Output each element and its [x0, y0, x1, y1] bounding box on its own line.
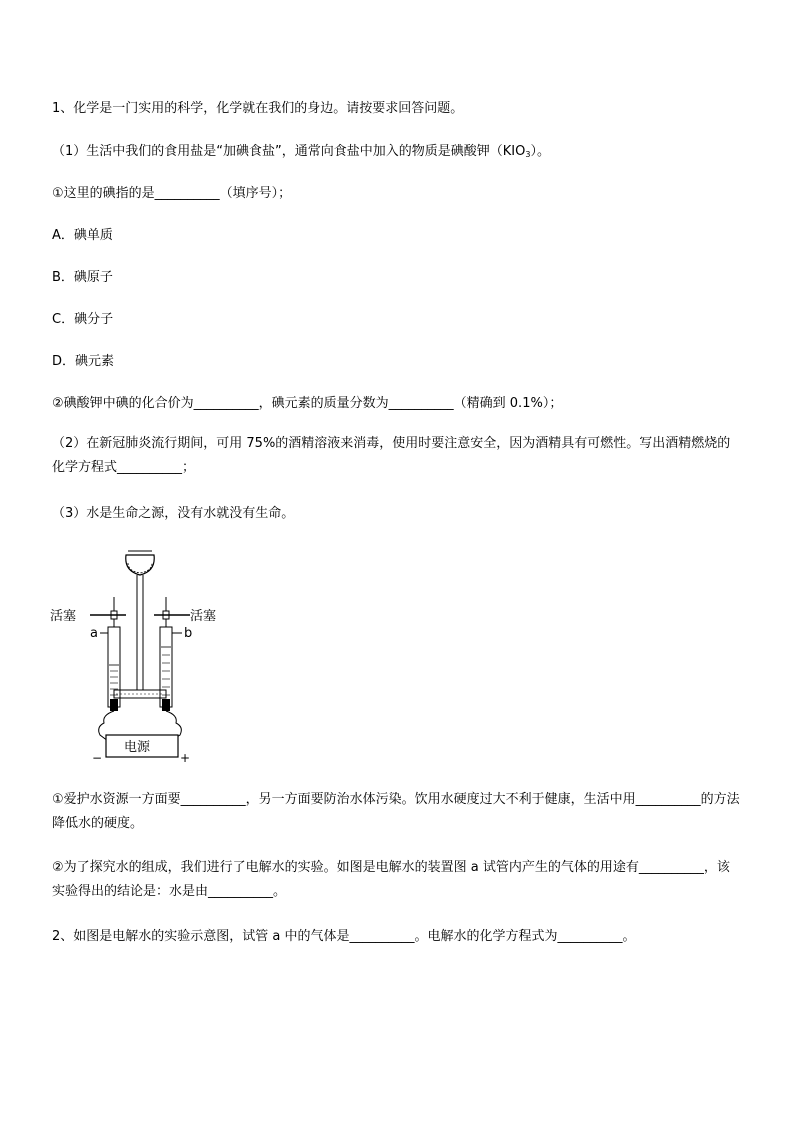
tube-b-label: b [184, 626, 193, 641]
electrode-right [162, 699, 170, 711]
q1-part1-end: ）。 [530, 144, 550, 159]
q1-part2: （2）在新冠肺炎流行期间，可用 75%的酒精溶液来消毒，使用时要注意安全，因为酒精具有可燃性。写出酒精燃烧的化学方程式__________； [52, 436, 731, 475]
q1-sub4: ②为了探究水的组成，我们进行了电解水的实验。如图是电解水的装置图 a 试管内产生的气体的用途有__________，该实验得出的结论是：水是由__________。 [52, 860, 730, 899]
option-c: C．碘分子 [52, 312, 114, 327]
electrode-left [110, 699, 118, 711]
minus-label: − [92, 751, 103, 765]
q1-part1 [52, 143, 550, 164]
q2-text: 2、如图是电解水的实验示意图，试管 a 中的气体是__________。电解水的化学方程式为__________。 [52, 929, 636, 944]
valve-left-label: 活塞 [50, 609, 77, 624]
q1-sub3: ①爱护水资源一方面要__________，另一方面要防治水体污染。饮用水硬度过大不利于健康，生活中用__________的方法降低水的硬度。 [52, 792, 740, 831]
option-b: B．碘原子 [52, 270, 113, 285]
option-a: A．碘单质 [52, 228, 113, 243]
q1-sub2: ②碘酸钾中碘的化合价为__________，碘元素的质量分数为__________（精确到 0.1%）； [52, 396, 563, 411]
electrolysis-diagram [40, 545, 240, 770]
power-label: 电源 [124, 740, 151, 755]
q1-part1-subscript: 3 [525, 150, 531, 159]
option-d: D．碘元素 [52, 354, 115, 369]
q1-part3: （3）水是生命之源，没有水就没有生命。 [52, 506, 295, 521]
q1-sub1: ①这里的碘指的是__________（填序号）； [52, 186, 292, 201]
valve-right-label: 活塞 [190, 609, 217, 624]
tube-a-label: a [90, 626, 98, 641]
plus-label: + [180, 751, 191, 765]
q1-intro: 1、化学是一门实用的科学，化学就在我们的身边。请按要求回答问题。 [52, 101, 464, 116]
funnel-bulb [126, 555, 154, 575]
q1-part1-text: （1）生活中我们的食用盐是“加碘食盐”，通常向食盐中加入的物质是碘酸钾（KIO [52, 144, 526, 159]
